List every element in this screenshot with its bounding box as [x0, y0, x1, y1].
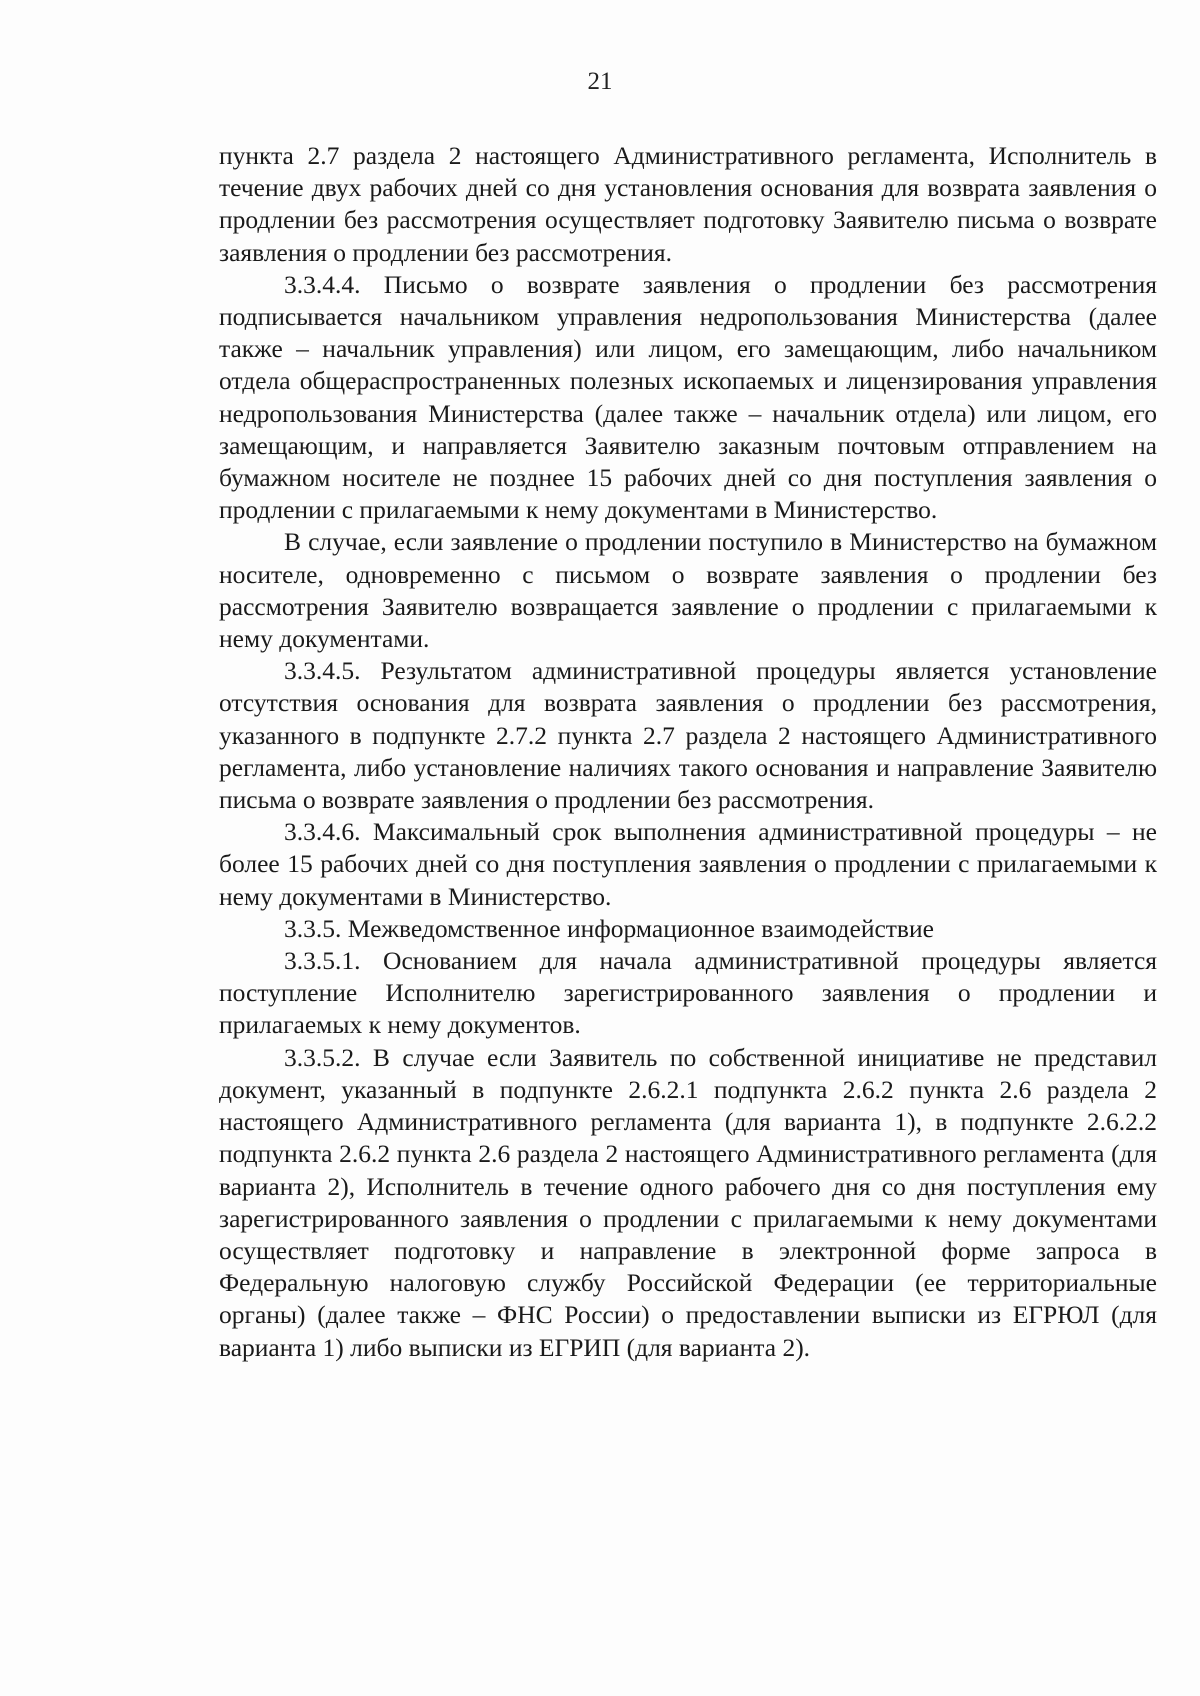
paragraph: В случае, если заявление о продлении поступило в Министерство на бумажном носителе, одновременно с письмом о возврате заявления о продлении без рассмотрения Заявителю возвращается заявление о продлении с прилагаемыми к нему документами.	[219, 527, 1157, 654]
document-body	[219, 140, 1157, 1364]
paragraph: 3.3.5.2. В случае если Заявитель по собственной инициативе не представил документ, указанный в подпункте 2.6.2.1 подпункта 2.6.2 пункта 2.6 раздела 2 настоящего Административного регламента (для варианта 1), в подпункте 2.6.2.2 подпункта 2.6.2 пункта 2.6 раздела 2 настоящего Административного регламента (для варианта 2), Исполнитель в течение одного рабочего дня со дня поступления ему зарегистрированного заявления о продлении с прилагаемыми к нему документами осуществляет подготовку и направление в электронной форме запроса в Федеральную налоговую службу Российской Федерации (ее территориальные органы) (далее также – ФНС России) о предоставлении выписки из ЕГРЮЛ (для варианта 1) либо выписки из ЕГРИП (для варианта 2).	[219, 1042, 1157, 1362]
paragraph: 3.3.5. Межведомственное информационное взаимодействие	[284, 913, 934, 943]
paragraph: 3.3.4.6. Максимальный срок выполнения административной процедуры – не более 15 рабочих дней со дня поступления заявления о продлении с прилагаемыми к нему документами в Министерство.	[219, 817, 1157, 911]
paragraph: 3.3.5.1. Основанием для начала административной процедуры является поступление Исполнителю зарегистрированного заявления о продлении и прилагаемых к нему документов.	[219, 946, 1157, 1040]
paragraph: 3.3.4.4. Письмо о возврате заявления о продлении без рассмотрения подписывается начальником управления недропользования Министерства (далее также – начальник управления) или лицом, его замещающим, либо начальником отдела общераспространенных полезных ископаемых и лицензирования управления недропользования Министерства (далее также – начальник отдела) или лицом, его замещающим, и направляется Заявителю заказным почтовым отправлением на бумажном носителе не позднее 15 рабочих дней со дня поступления заявления о продлении с прилагаемыми к нему документами в Министерство.	[219, 269, 1157, 525]
paragraph: пункта 2.7 раздела 2 настоящего Административного регламента, Исполнитель в течение двух рабочих дней со дня установления основания для возврата заявления о продлении без рассмотрения осуществляет подготовку Заявителю письма о возврате заявления о продлении без рассмотрения.	[219, 141, 1157, 267]
paragraph: 3.3.4.5. Результатом административной процедуры является установление отсутствия основания для возврата заявления о продлении без рассмотрения, указанного в подпункте 2.7.2 пункта 2.7 раздела 2 настоящего Административного регламента, либо установление наличиях такого основания и направление Заявителю письма о возврате заявления о продлении без рассмотрения.	[219, 656, 1157, 815]
page-number: 21	[587, 68, 613, 95]
